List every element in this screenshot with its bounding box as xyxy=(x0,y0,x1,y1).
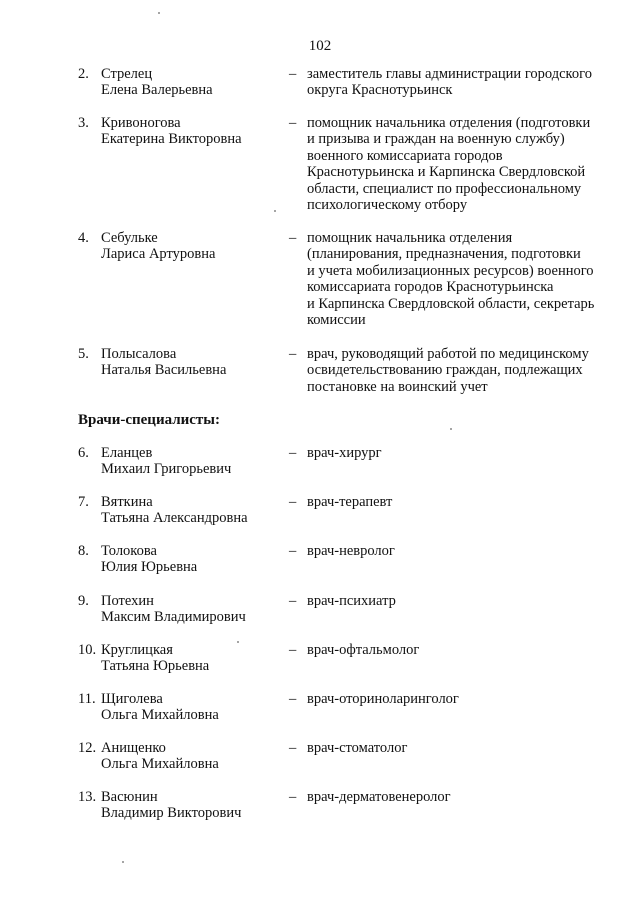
position-text: врач-стоматолог xyxy=(307,740,408,756)
item-number: 5. xyxy=(78,346,89,362)
position-text: врач-офтальмолог xyxy=(307,642,420,658)
scan-speck xyxy=(274,210,276,212)
item-number: 9. xyxy=(78,593,89,609)
position-text: врач-дерматовенеролог xyxy=(307,789,451,805)
item-number: 10. xyxy=(78,642,97,658)
dash: – xyxy=(289,543,297,559)
person-name: Васюнин Владимир Викторович xyxy=(101,789,242,822)
scan-speck xyxy=(450,428,452,430)
item-number: 12. xyxy=(78,740,97,756)
dash: – xyxy=(289,789,297,805)
person-name: Кривоногова Екатерина Викторовна xyxy=(101,115,242,148)
person-name: Себульке Лариса Артуровна xyxy=(101,230,216,263)
dash: – xyxy=(289,494,297,510)
scan-speck xyxy=(122,861,124,863)
position-text: врач-невролог xyxy=(307,543,395,559)
person-name: Анищенко Ольга Михайловна xyxy=(101,740,219,773)
item-number: 7. xyxy=(78,494,89,510)
position-text: врач-оториноларинголог xyxy=(307,691,459,707)
item-number: 3. xyxy=(78,115,89,131)
dash: – xyxy=(289,691,297,707)
position-text: помощник начальника отделения (планирования, предназначения, подготовки и учета мобилизационных ресурсов) военного комиссариата городов Краснотурьинска и Карпинска Свердловской области, секретарь комиссии xyxy=(307,230,595,329)
position-text: врач-хирург xyxy=(307,445,382,461)
person-name: Потехин Максим Владимирович xyxy=(101,593,246,626)
dash: – xyxy=(289,346,297,362)
person-name: Толокова Юлия Юрьевна xyxy=(101,543,198,576)
person-name: Полысалова Наталья Васильевна xyxy=(101,346,227,379)
page-number: 102 xyxy=(308,38,332,54)
person-name: Щиголева Ольга Михайловна xyxy=(101,691,219,724)
position-text: заместитель главы администрации городского округа Краснотурьинск xyxy=(307,66,592,99)
position-text: врач, руководящий работой по медицинскому освидетельствованию граждан, подлежащих постановке на воинский учет xyxy=(307,346,589,395)
section-heading: Врачи-специалисты: xyxy=(78,412,221,428)
person-name: Круглицкая Татьяна Юрьевна xyxy=(101,642,210,675)
item-number: 4. xyxy=(78,230,89,246)
dash: – xyxy=(289,740,297,756)
position-text: врач-терапевт xyxy=(307,494,393,510)
item-number: 13. xyxy=(78,789,97,805)
dash: – xyxy=(289,230,297,246)
item-number: 8. xyxy=(78,543,89,559)
dash: – xyxy=(289,642,297,658)
item-number: 2. xyxy=(78,66,89,82)
position-text: помощник начальника отделения (подготовки и призыва и граждан на военную службу) военного комиссариата городов Краснотурьинска и Карпинска Свердловской области, специалист по профессиональному психологическому отбору xyxy=(307,115,591,214)
dash: – xyxy=(289,593,297,609)
dash: – xyxy=(289,115,297,131)
dash: – xyxy=(289,66,297,82)
position-text: врач-психиатр xyxy=(307,593,396,609)
dash: – xyxy=(289,445,297,461)
scan-speck xyxy=(237,641,239,643)
item-number: 11. xyxy=(78,691,96,707)
scan-speck xyxy=(158,12,160,14)
person-name: Еланцев Михаил Григорьевич xyxy=(101,445,232,478)
item-number: 6. xyxy=(78,445,89,461)
person-name: Стрелец Елена Валерьевна xyxy=(101,66,213,99)
person-name: Вяткина Татьяна Александровна xyxy=(101,494,248,527)
